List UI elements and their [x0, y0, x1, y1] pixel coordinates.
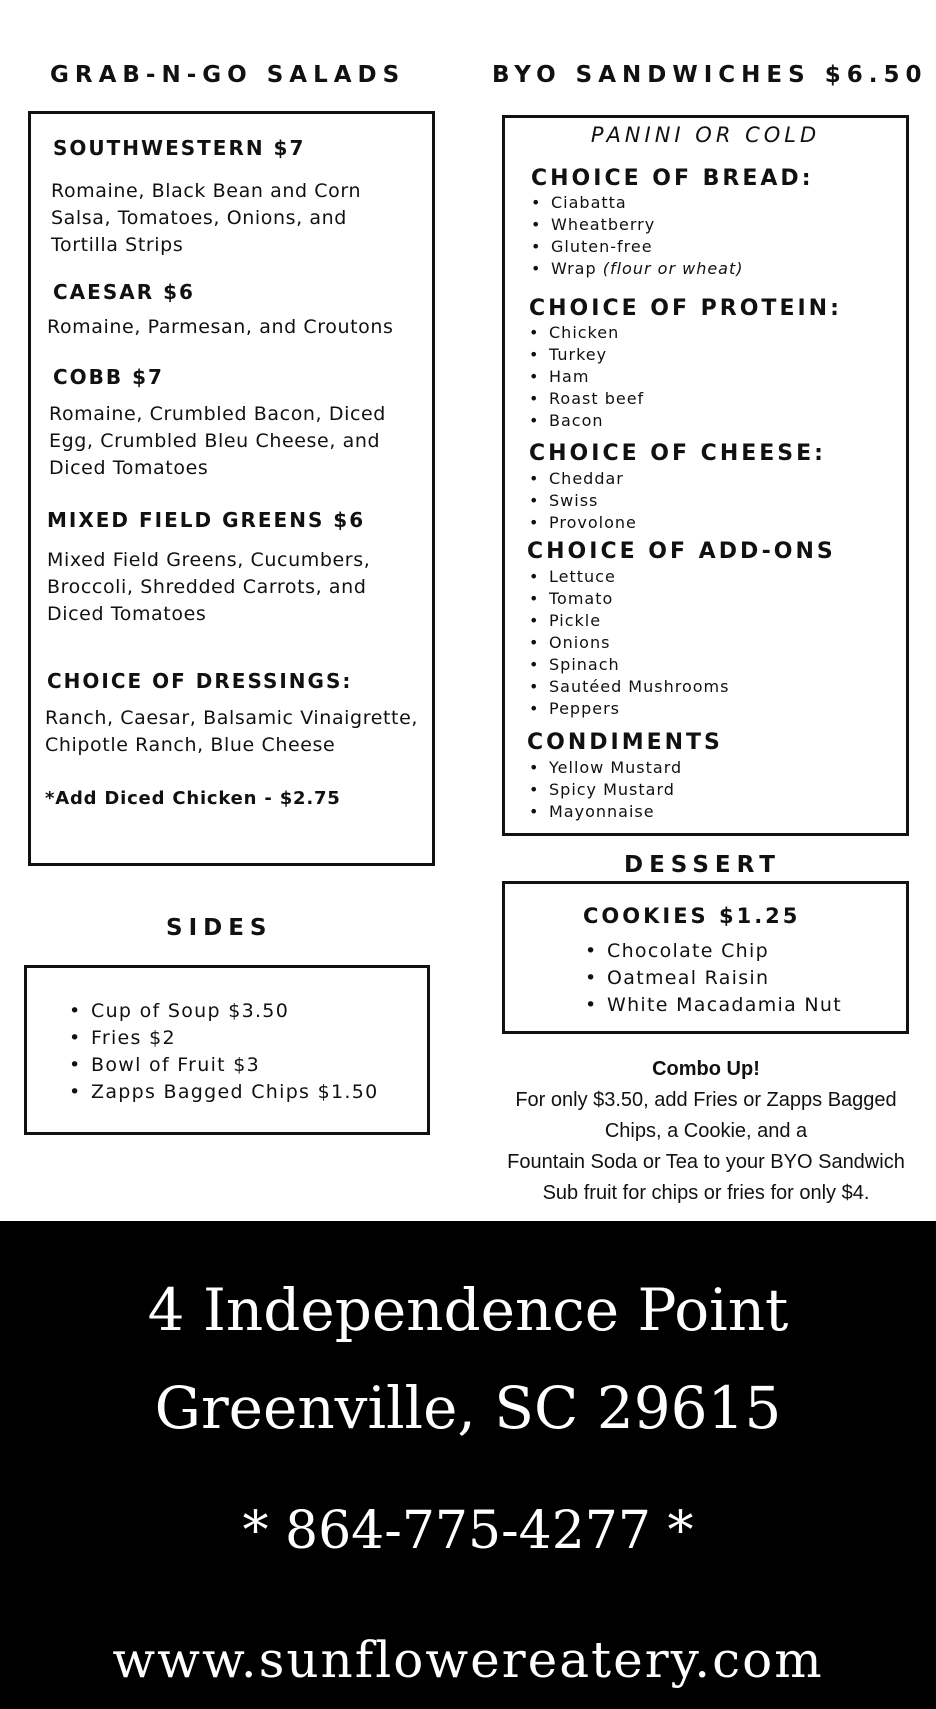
addons-list — [529, 566, 729, 720]
protein-heading: CHOICE OF PROTEIN: — [529, 296, 842, 321]
list-item: • Zapps Bagged Chips $1.50 — [67, 1079, 379, 1106]
cookies-title: COOKIES $1.25 — [583, 904, 801, 928]
list-item: • Oatmeal Raisin — [583, 965, 842, 992]
salads-box — [28, 111, 435, 866]
list-item: • Chocolate Chip — [583, 938, 842, 965]
phone-number: * 864-775-4277 * — [242, 1501, 694, 1561]
list-item: • White Macadamia Nut — [583, 992, 842, 1019]
list-item: • Mayonnaise — [529, 801, 682, 823]
address-line-2: Greenville, SC 29615 — [154, 1374, 782, 1442]
sides-box — [24, 965, 430, 1135]
sides-list — [67, 998, 379, 1106]
salad-name: CAESAR $6 — [53, 280, 195, 304]
list-item: • Cheddar — [529, 468, 637, 490]
list-item: • Gluten-free — [531, 236, 744, 258]
salads-heading: GRAB-N-GO SALADS — [50, 62, 406, 88]
cheese-list — [529, 468, 637, 534]
list-item: • Bacon — [529, 410, 644, 432]
dressings-heading: CHOICE OF DRESSINGS: — [47, 669, 353, 693]
protein-list — [529, 322, 644, 432]
list-item: • Fries $2 — [67, 1025, 379, 1052]
list-item: • Swiss — [529, 490, 637, 512]
bread-heading: CHOICE OF BREAD: — [531, 166, 814, 191]
list-item: • Roast beef — [529, 388, 644, 410]
salad-description: Romaine, Parmesan, and Croutons — [47, 316, 394, 338]
salad-name: COBB $7 — [53, 365, 164, 389]
list-item: • Tomato — [529, 588, 729, 610]
panini-or-cold-subtitle: PANINI OR COLD — [590, 123, 821, 147]
list-item: • Lettuce — [529, 566, 729, 588]
list-item: • Ciabatta — [531, 192, 744, 214]
dessert-box — [502, 881, 909, 1034]
list-item: • Chicken — [529, 322, 644, 344]
combo-description: For only $3.50, add Fries or Zapps Bagged Chips, a Cookie, and a Fountain Soda or Tea to your BYO Sandwich Sub fruit for chips or fries for only $4. — [507, 1089, 905, 1204]
list-item: • Sautéed Mushrooms — [529, 676, 729, 698]
condiments-list — [529, 757, 682, 823]
list-item: • Onions — [529, 632, 729, 654]
sandwiches-box — [502, 115, 909, 836]
contact-footer — [0, 1221, 936, 1709]
dessert-heading: DESSERT — [624, 852, 781, 878]
chicken-addon-note: *Add Diced Chicken - $2.75 — [45, 788, 341, 809]
list-item: • Spinach — [529, 654, 729, 676]
condiments-heading: CONDIMENTS — [527, 730, 723, 755]
list-item: • Provolone — [529, 512, 637, 534]
sandwiches-heading: BYO SANDWICHES $6.50 — [492, 62, 928, 88]
website-link[interactable]: www.sunflowereatery.com — [112, 1631, 824, 1689]
salad-description: Romaine, Black Bean and Corn Salsa, Tomatoes, Onions, and Tortilla Strips — [51, 180, 362, 256]
addons-heading: CHOICE OF ADD-ONS — [527, 539, 836, 564]
list-item: • Wrap (flour or wheat) — [531, 258, 744, 280]
list-item: • Ham — [529, 366, 644, 388]
salad-name: SOUTHWESTERN $7 — [53, 136, 306, 160]
list-item: • Cup of Soup $3.50 — [67, 998, 379, 1025]
list-item: • Yellow Mustard — [529, 757, 682, 779]
list-item: • Peppers — [529, 698, 729, 720]
bread-list — [531, 192, 744, 280]
list-item: • Bowl of Fruit $3 — [67, 1052, 379, 1079]
cheese-heading: CHOICE OF CHEESE: — [529, 441, 826, 466]
list-item: • Spicy Mustard — [529, 779, 682, 801]
salad-description: Mixed Field Greens, Cucumbers, Broccoli, Shredded Carrots, and Diced Tomatoes — [47, 549, 371, 625]
salad-description: Romaine, Crumbled Bacon, Diced Egg, Crumbled Bleu Cheese, and Diced Tomatoes — [49, 403, 386, 479]
list-item: • Wheatberry — [531, 214, 744, 236]
list-item: • Turkey — [529, 344, 644, 366]
combo-title: Combo Up! — [652, 1058, 760, 1080]
dressings-list: Ranch, Caesar, Balsamic Vinaigrette, Chipotle Ranch, Blue Cheese — [45, 707, 419, 756]
cookies-list — [583, 938, 842, 1019]
salad-name: MIXED FIELD GREENS $6 — [47, 508, 366, 532]
address-line-1: 4 Independence Point — [147, 1276, 789, 1344]
sides-heading: SIDES — [166, 915, 273, 941]
list-item: • Pickle — [529, 610, 729, 632]
